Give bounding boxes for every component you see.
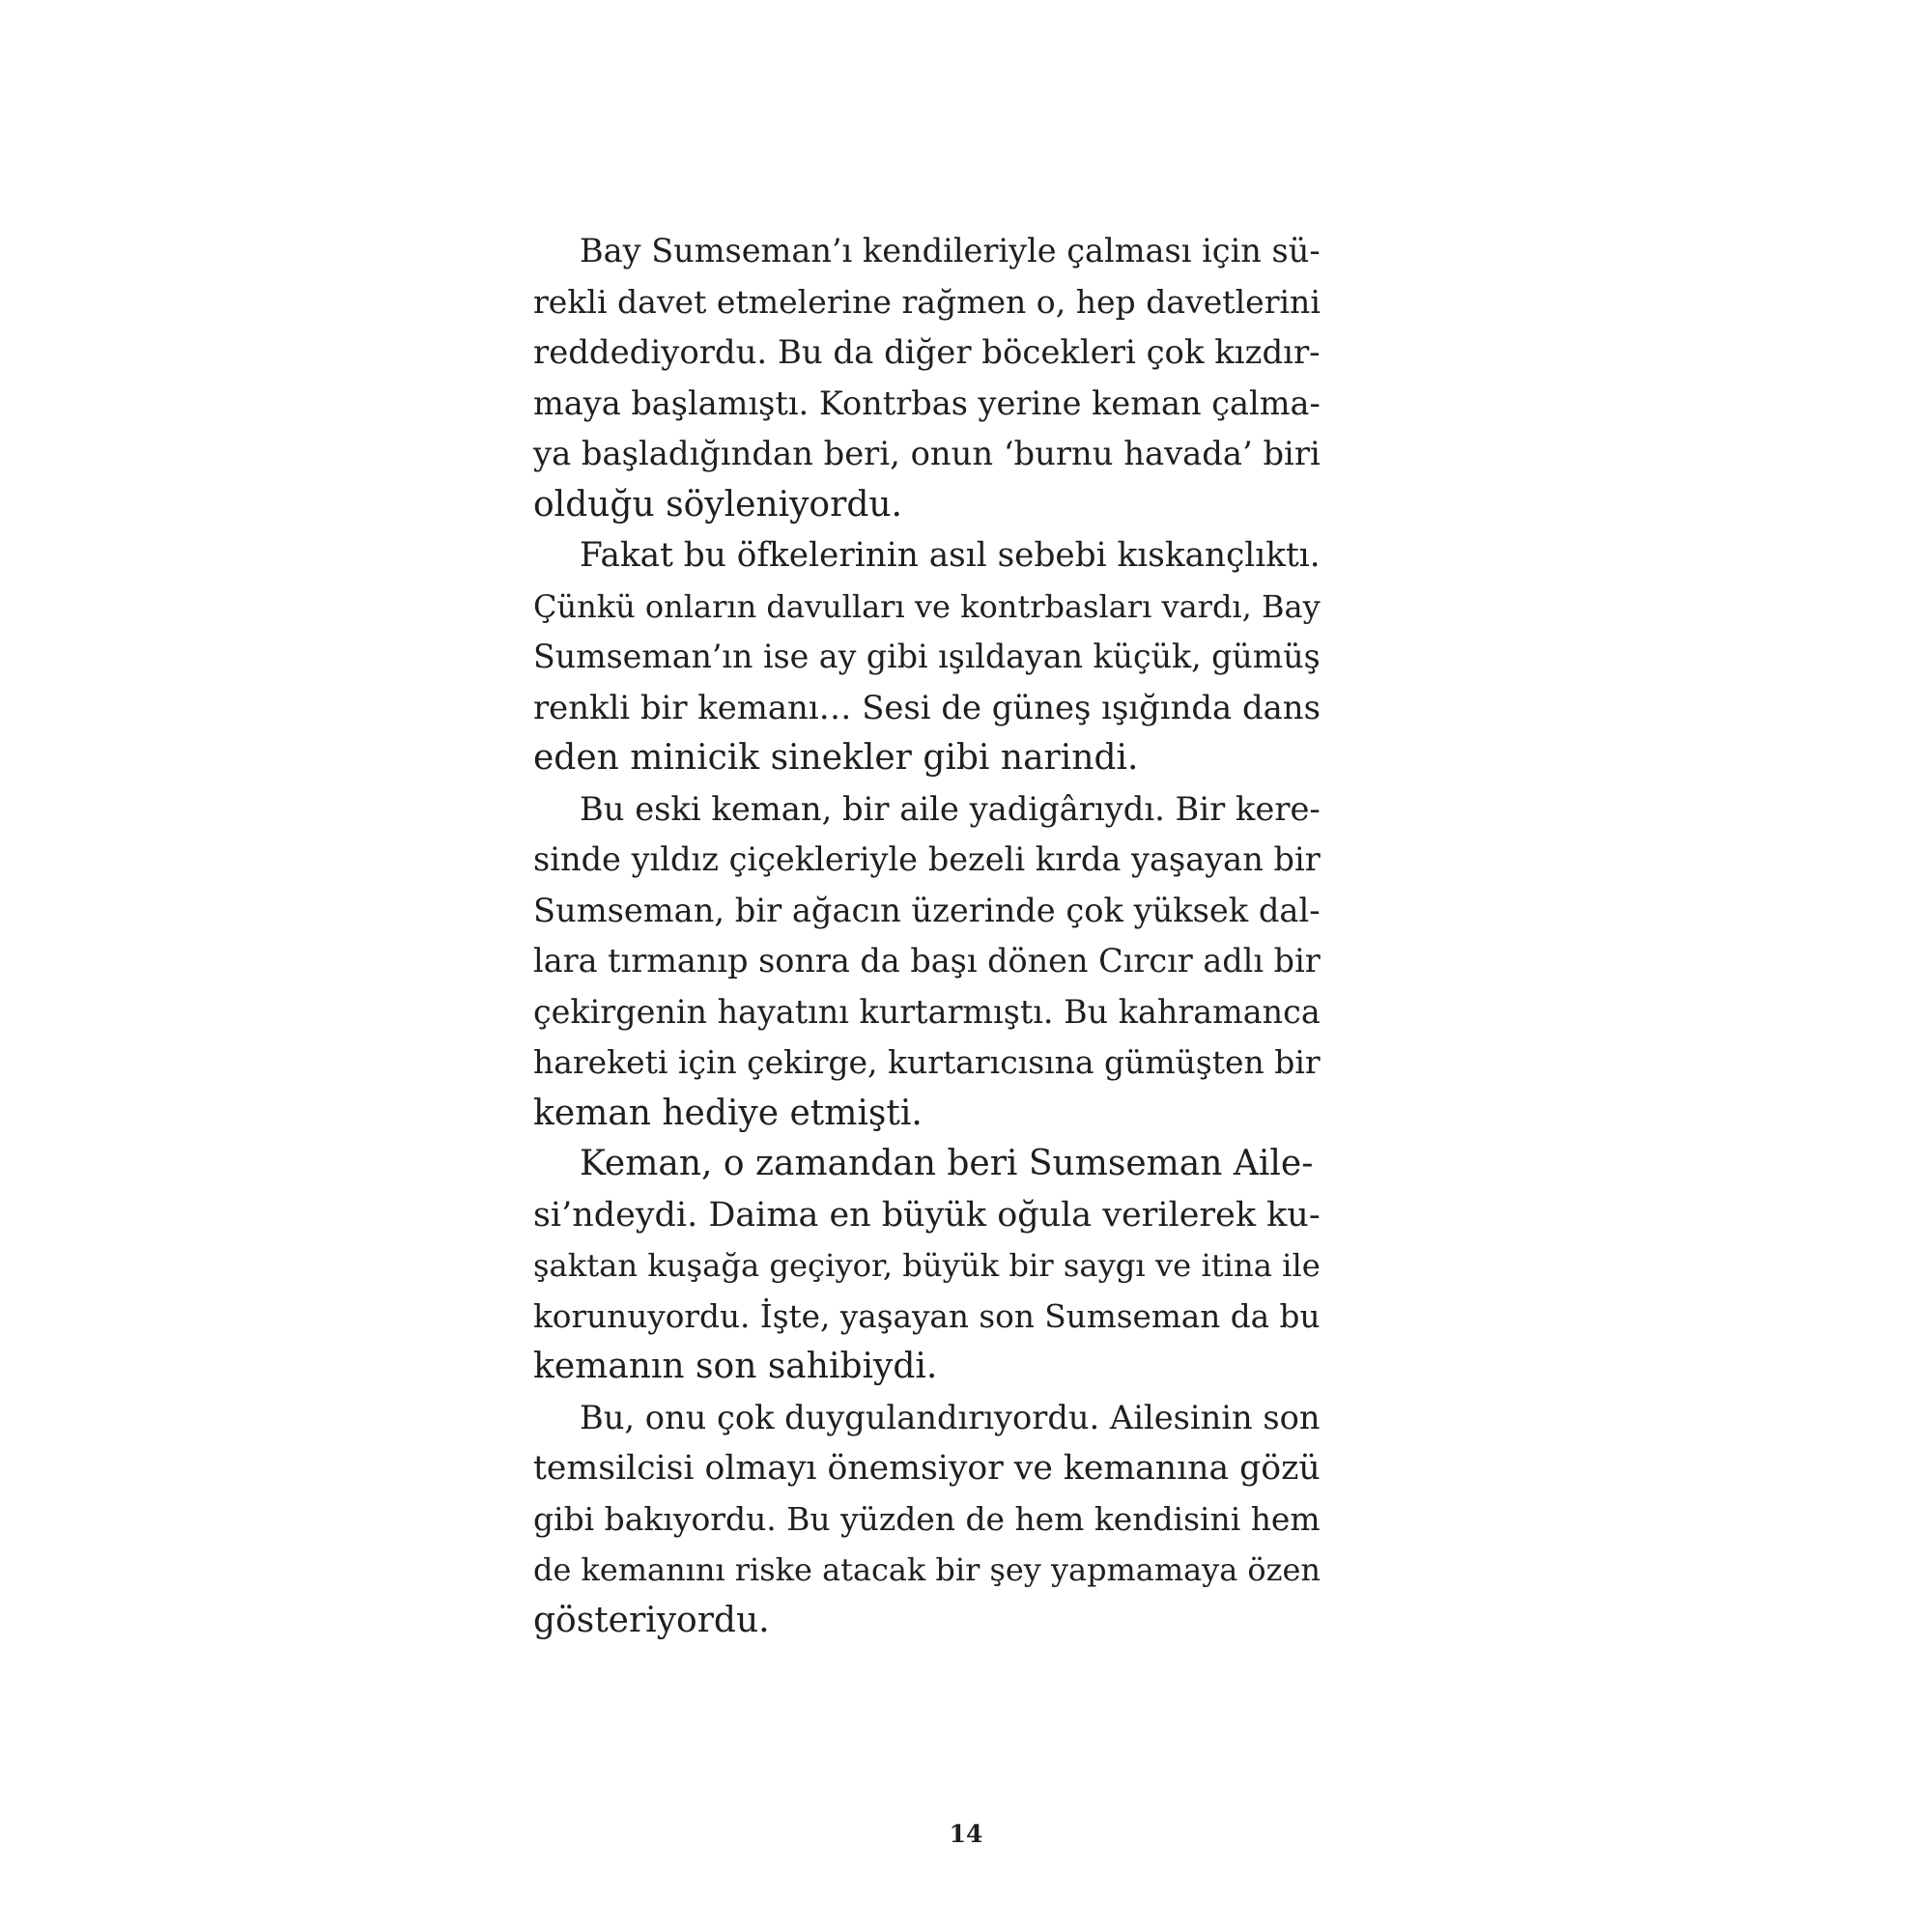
text-line: hareketi için çekirge, kurtarıcısına gümüşten bir	[533, 1043, 1321, 1081]
text-line: rekli davet etmelerine rağmen o, hep davetlerini	[533, 282, 1321, 321]
text-line: de kemanını riske atacak bir şey yapmamaya özen	[533, 1551, 1321, 1588]
text-line: gösteriyordu.	[533, 1600, 770, 1640]
body-text	[533, 226, 1321, 1646]
text-line: Sumseman, bir ağacın üzerinde çok yüksek dal-	[533, 891, 1321, 929]
text-line: ya başladığından beri, onun ‘burnu havada’ biri	[533, 435, 1321, 472]
text-line: Bu eski keman, bir aile yadigârıydı. Bir kere-	[580, 789, 1321, 828]
text-line: Fakat bu öfkelerinin asıl sebebi kıskançlıktı.	[580, 536, 1321, 575]
text-line: Keman, o zamandan beri Sumseman Aile-	[580, 1144, 1314, 1183]
text-line: korunuyordu. İşte, yaşayan son Sumseman da bu	[533, 1297, 1321, 1335]
text-line: reddediyordu. Bu da diğer böcekleri çok kızdır-	[533, 333, 1321, 371]
page-number: 14	[949, 1820, 983, 1848]
text-line: temsilcisi olmayı önemsiyor ve kemanına gözü	[533, 1449, 1321, 1488]
text-line: kemanın son sahibiydi.	[533, 1347, 938, 1386]
text-line: keman hediye etmişti.	[533, 1093, 923, 1133]
text-line: sinde yıldız çiçekleriyle bezeli kırda yaşayan bir	[533, 840, 1321, 878]
text-line: şaktan kuşağa geçiyor, büyük bir saygı ve itina ile	[533, 1247, 1321, 1284]
text-line: Çünkü onların davulları ve kontrbasları vardı, Bay	[533, 587, 1321, 625]
text-line: maya başlamıştı. Kontrbas yerine keman çalma-	[533, 384, 1321, 422]
text-line: olduğu söyleniyordu.	[533, 484, 902, 525]
text-line: Bay Sumseman’ı kendileriyle çalması için sü-	[580, 232, 1321, 270]
text-line: eden minicik sinekler gibi narindi.	[533, 738, 1139, 778]
text-line: renkli bir kemanı… Sesi de güneş ışığında dans	[533, 688, 1321, 726]
text-line: lara tırmanıp sonra da başı dönen Cırcır adlı bir	[533, 942, 1321, 980]
text-line: Bu, onu çok duygulandırıyordu. Ailesinin son	[580, 1398, 1321, 1436]
text-line: si’ndeydi. Daima en büyük oğula verilerek ku-	[533, 1195, 1321, 1235]
text-line: çekirgenin hayatını kurtarmıştı. Bu kahramanca	[533, 992, 1321, 1031]
text-line: gibi bakıyordu. Bu yüzden de hem kendisini hem	[533, 1499, 1321, 1538]
text-line: Sumseman’ın ise ay gibi ışıldayan küçük, gümüş	[533, 638, 1321, 675]
